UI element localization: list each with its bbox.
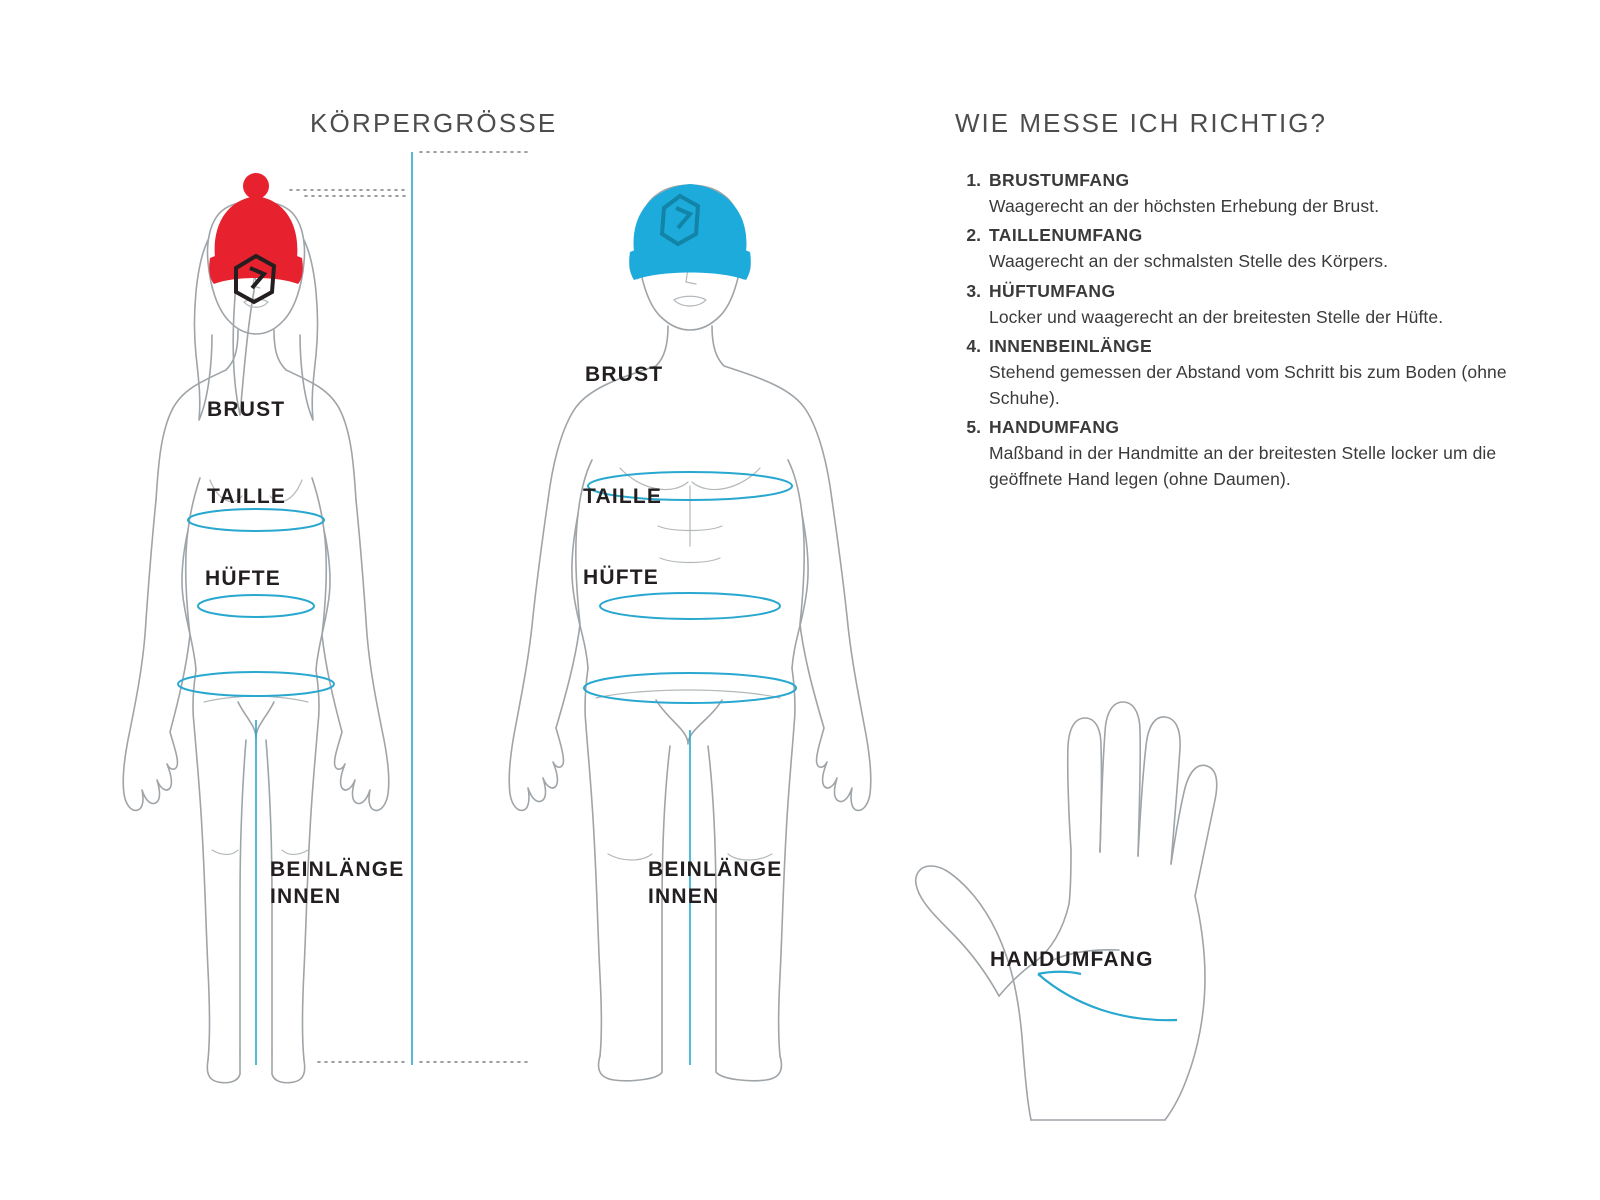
measuring-instructions-panel	[955, 0, 1575, 1200]
body-figures-diagram	[60, 90, 900, 1100]
instruction-item	[955, 168, 1525, 219]
female-hip-label: HÜFTE	[205, 567, 281, 590]
instruction-body	[989, 279, 1525, 330]
instruction-title: INNENBEINLÄNGE	[989, 336, 1153, 357]
instruction-body	[989, 334, 1525, 411]
male-waist-label: TAILLE	[583, 485, 663, 508]
male-hip-tape	[584, 673, 796, 703]
male-chest-label: BRUST	[585, 363, 664, 386]
hand-diagram	[875, 660, 1355, 1140]
female-waist-tape	[198, 595, 314, 617]
red-beanie-icon	[215, 196, 298, 258]
instruction-item	[955, 223, 1525, 274]
hand-circumference-label: HANDUMFANG	[990, 948, 1154, 971]
male-hip-label: HÜFTE	[583, 566, 659, 589]
instruction-text: Waagerecht an der schmalsten Stelle des Körpers.	[989, 251, 1389, 272]
instruction-number: 3.	[966, 280, 981, 301]
blue-beanie-icon	[633, 184, 746, 252]
instruction-title: HÜFTUMFANG	[989, 280, 1116, 301]
body-measurement-panel: KÖRPERGRÖSSE BRUST TAILLE HÜFTE BEINLÄNGE INNEN BRUST TAILLE HÜFTE BEINLÄNGE INNEN	[0, 0, 900, 1200]
instruction-text: Waagerecht an der höchsten Erhebung der Brust.	[989, 195, 1380, 216]
instruction-text: Stehend gemessen der Abstand vom Schritt bis zum Boden (ohne Schuhe).	[989, 362, 1507, 408]
open-hand-outline-icon	[916, 702, 1217, 1120]
female-hip-tape	[178, 672, 334, 696]
male-waist-tape	[600, 593, 780, 619]
instruction-body	[989, 223, 1525, 274]
instructions-title: WIE MESSE ICH RICHTIG?	[955, 108, 1327, 138]
instructions-list	[955, 168, 1525, 497]
instruction-text: Maßband in der Handmitte an der breitesten Stelle locker um die geöffnete Hand legen (ohne Daumen).	[989, 443, 1497, 489]
female-figure	[123, 173, 405, 1083]
instruction-item	[955, 415, 1525, 492]
instruction-number: 1.	[966, 170, 981, 190]
instruction-item	[955, 279, 1525, 330]
instruction-item	[955, 334, 1525, 411]
instruction-number: 5.	[966, 417, 981, 438]
page-title-body-height: KÖRPERGRÖSSE	[310, 108, 558, 138]
female-chest-tape	[188, 509, 324, 531]
instruction-title: BRUSTUMFANG	[989, 170, 1130, 190]
hand-circumference-tape	[1038, 974, 1177, 1020]
instruction-number: 4.	[966, 336, 981, 357]
instruction-title: TAILLENUMFANG	[989, 225, 1143, 246]
hand-circumference-tape-back	[1038, 972, 1081, 974]
instruction-text: Locker und waagerecht an der breitesten Stelle der Hüfte.	[989, 306, 1444, 327]
instruction-body	[989, 168, 1525, 219]
female-waist-label: TAILLE	[207, 485, 287, 508]
instruction-body	[989, 415, 1525, 492]
instruction-title: HANDUMFANG	[989, 417, 1120, 438]
female-chest-label: BRUST	[207, 398, 286, 421]
instruction-number: 2.	[966, 225, 981, 246]
